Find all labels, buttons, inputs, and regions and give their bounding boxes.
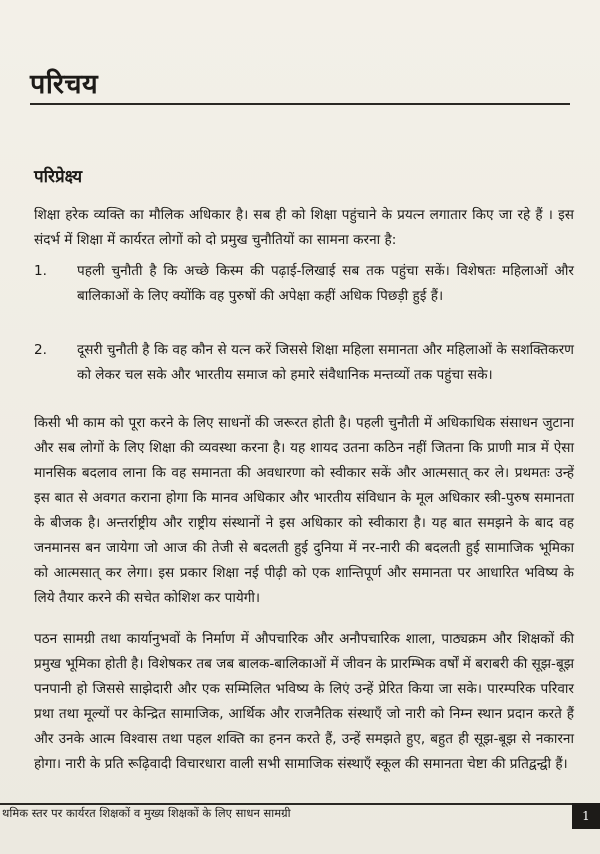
section-heading: परिप्रेक्ष्य — [34, 167, 83, 187]
intro-paragraph: शिक्षा हरेक व्यक्ति का मौलिक अधिकार है। सब ही को शिक्षा पहुंचाने के प्रयत्न लगातार किए जा रहे हैं । इस संदर्भ में शिक्षा में कार्यरत लोगों को दो प्रमुख चुनौतियों का सामना करना है: — [34, 207, 574, 248]
materials-paragraph: पठन सामग्री तथा कार्यानुभवों के निर्माण में औपचारिक और अनौपचारिक शाला, पाठ्यक्रम और शिक्षकों की प्रमुख भूमिका होती है। विशेषकर तब जब बालक-बालिकाओं में जीवन के प्रारम्भिक वर्षों में बराबरी की सूझ-बूझ पनपानी हो जिससे साझेदारी और एक सम्मिलित भविष्य के लिएं उन्हें प्रेरित किया जा सके। पारम्परिक परिवार प्रथा तथा मूल्यों पर केन्द्रित सामाजिक, आर्थिक और राजनैतिक संस्थाएँ जो नारी को निम्न स्थान प्रदान करते हैं और उनके आत्म विश्वास तथा पहल शक्ति का हनन करते हैं, उन्हें समझते हुए, बहुत ही सूझ-बूझ से नकारना होगा। नारी के प्रति रूढ़िवादी विचारधारा वाली सभी सामाजिक संस्थाएँ स्कूल की समानता चेष्टा की प्रतिद्वन्द्वी हैं। — [34, 631, 574, 772]
list-item-text: दूसरी चुनौती है कि वह कौन से यत्न करें जिससे शिक्षा महिला समानता और महिलाओं के सशक्तिकरण को लेकर चल सके और भारतीय समाज को हमारे संवैधानिक मन्तव्यों तक पहुंचा सके। — [77, 342, 574, 383]
list-item-text: पहली चुनौती है कि अच्छे किस्म की पढ़ाई-लिखाई सब तक पहुंचा सकें। विशेषतः महिलाओं और बालिकाओं के लिए क्योंकि वह पुरुषों की अपेक्षा कहीं अधिक पिछड़ी हुई हैं। — [77, 263, 574, 304]
page-number: 1 — [572, 803, 600, 829]
list-item-number: 1. — [34, 263, 47, 279]
list-item — [34, 338, 574, 388]
page-title: परिचय — [30, 69, 99, 100]
resources-paragraph: किसी भी काम को पूरा करने के लिए साधनों की जरूरत होती है। पहली चुनौती में अधिकाधिक संसाधन जुटाना और सब लोगों के लिए शिक्षा की व्यवस्था करना है। यह शायद उतना कठिन नहीं जितना कि प्राणी मात्र में ऐसा मानसिक बदलाव लाना कि वह समानता की अवधारणा को स्वीकार सकें और आत्मसात् कर ले। प्रथमतः उन्हें इस बात से अवगत कराना होगा कि मानव अधिकार और भारतीय संविधान के मूल अधिकार स्त्री-पुरुष समानता के बीजक है। अन्तर्राष्ट्रीय और राष्ट्रीय संस्थानों ने इस अधिकार को स्वीकारा है। यह बात समझने के बाद वह जनमानस बन जायेगा जो आज की तेजी से बदलती हुई दुनिया में नर-नारी की बदलती हुई सामाजिक भूमिका को आत्मसात् कर लेगा। इस प्रकार शिक्षा नई पीढ़ी को एक शान्तिपूर्ण और समानता पर आधारित भविष्य के लिये तैयार करने की सचेत कोशिश कर पायेगी। — [34, 415, 574, 606]
challenge-list-1 — [34, 259, 574, 309]
footer-divider — [0, 803, 600, 805]
list-item — [34, 259, 574, 309]
footer-caption: थमिक स्तर पर कार्यरत शिक्षकों व मुख्य शिक्षकों के लिए साधन सामग्री — [2, 806, 291, 820]
list-item-number: 2. — [34, 342, 47, 358]
title-divider — [30, 103, 570, 105]
challenge-list-2 — [34, 338, 574, 388]
